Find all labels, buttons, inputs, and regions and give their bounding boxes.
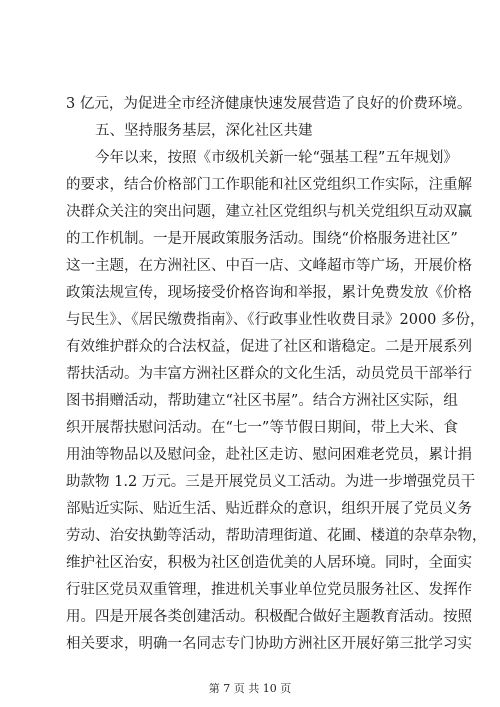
body-text-line: 用。四是开展各类创建活动。积极配合做好主题教育活动。按照 [66, 609, 472, 625]
body-text-line: 相关要求，明确一名同志专门协助方洲社区开展好第三批学习实 [66, 636, 472, 652]
body-text-line: 政策法规宣传，现场接受价格咨询和举报，累计免费发放《价格 [66, 285, 472, 301]
body-text-line: 3 亿元，为促进全市经济健康快速发展营造了良好的价费环境。 [66, 96, 472, 112]
body-text-line: 的要求，结合价格部门工作职能和社区党组织工作实际，注重解 [66, 177, 472, 193]
body-text-line: 与民生》、《居民缴费指南》、《行政事业性收费目录》2000 多份， [66, 312, 485, 328]
body-text-line: 用油等物品以及慰问金，赴社区走访、慰问困难老党员，累计捐 [66, 447, 472, 463]
body-text-line: 有效维护群众的合法权益，促进了社区和谐稳定。二是开展系列 [66, 339, 472, 355]
body-text-line: 劳动、治安执勤等活动，帮助清理街道、花圃、楼道的杂草杂物， [66, 528, 487, 544]
body-text-line: 决群众关注的突出问题，建立社区党组织与机关党组织互动双赢 [66, 204, 472, 220]
body-text-line: 图书捐赠活动，帮助建立“社区书屋”。结合方洲社区实际，组 [66, 393, 458, 409]
body-text-line: 这一主题，在方洲社区、中百一店、文峰超市等广场，开展价格 [66, 258, 472, 274]
body-text-line: 维护社区治安，积极为社区创造优美的人居环境。同时，全面实 [66, 555, 472, 571]
body-text-line: 帮扶活动。为丰富方洲社区群众的文化生活，动员党员干部举行 [66, 366, 472, 382]
body-text-line: 织开展帮扶慰问活动。在“七一”等节假日期间，带上大米、食 [66, 420, 458, 436]
body-text-line: 部贴近实际、贴近生活、贴近群众的意识，组织开展了党员义务 [66, 501, 472, 517]
body-text-line: 的工作机制。一是开展政策服务活动。围绕“价格服务进社区” [66, 231, 458, 247]
body-text-line: 行驻区党员双重管理，推进机关事业单位党员服务社区、发挥作 [66, 582, 472, 598]
page-footer: 第 7 页 共 10 页 [208, 682, 292, 695]
paragraph-first-line: 今年以来，按照《市级机关新一轮“强基工程”五年规划》 [95, 150, 458, 166]
section-heading: 五、坚持服务基层，深化社区共建 [95, 123, 313, 139]
body-text-line: 助款物 1.2 万元。三是开展党员义工活动。为进一步增强党员干 [66, 474, 476, 490]
